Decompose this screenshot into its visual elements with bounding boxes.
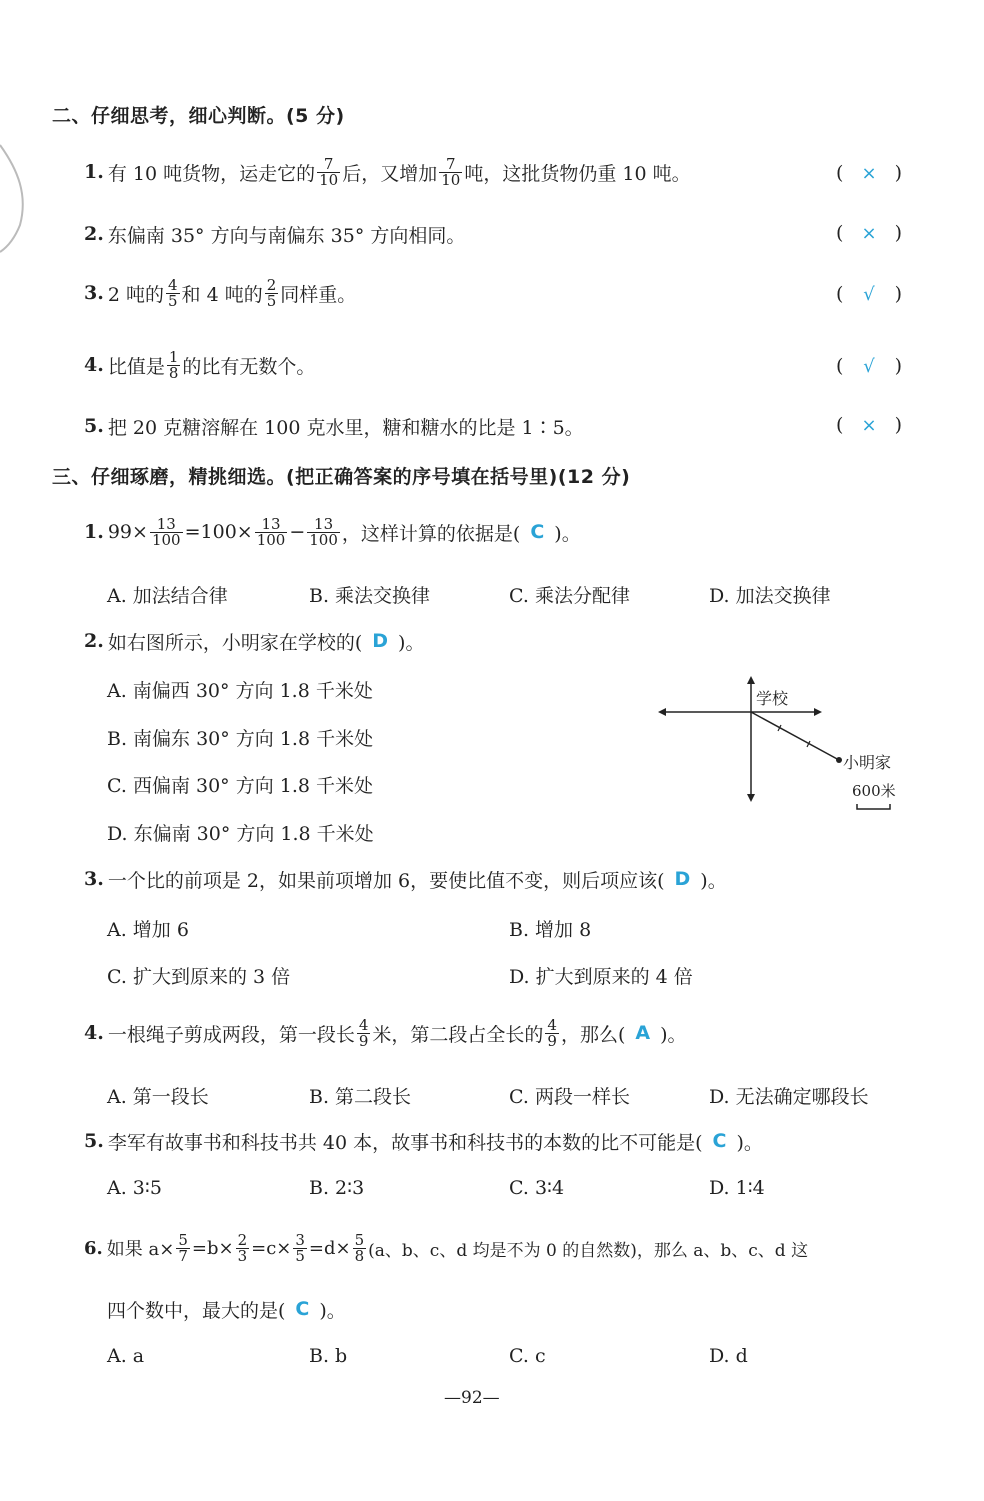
option-c[interactable]: C. 3∶4 (509, 1177, 565, 1199)
option-b[interactable]: B. 第二段长 (309, 1086, 412, 1108)
choice-question-1 (84, 512, 581, 552)
question-number: 4. (84, 1022, 104, 1044)
fraction: $\frac{5}{7}$ (178, 1230, 188, 1265)
option-a[interactable]: A. 3∶5 (107, 1177, 162, 1199)
option-d[interactable]: D. 扩大到原来的 4 倍 (509, 966, 693, 988)
direction-diagram (650, 670, 910, 820)
section-3-title: 三、仔细琢磨，精挑细选。(把正确答案的序号填在括号里)(12 分) (52, 466, 631, 488)
cross-mark: × (861, 414, 877, 436)
choice-question-6 (84, 1228, 808, 1268)
question-number: 2. (84, 630, 104, 652)
home-point (836, 757, 842, 763)
option-a[interactable]: A. 加法结合律 (107, 585, 228, 607)
judge-item-3 (84, 273, 356, 313)
item-text: 吨，这批货物仍重 10 吨。 (464, 162, 691, 185)
option-c[interactable]: C. 乘法分配律 (509, 585, 630, 607)
option-d[interactable]: D. 1∶4 (709, 1177, 765, 1199)
route-line (751, 712, 839, 760)
item-text: 2 吨的 (107, 283, 164, 306)
fraction: $\frac{13}{100}$ (309, 514, 338, 549)
item-number: 2. (84, 223, 104, 245)
question-text: 一根绳子剪成两段，第一段长 (107, 1023, 355, 1046)
answer-blank[interactable]: ，那么( A )。 (560, 1022, 687, 1046)
fraction: $\frac{13}{100}$ (151, 514, 181, 549)
fraction: $\frac{4}{9}$ (358, 1015, 369, 1050)
question-number: 6. (84, 1237, 103, 1259)
question-text: − (289, 521, 306, 543)
west-arrow-icon (658, 708, 666, 716)
option-c[interactable]: C. 西偏南 30° 方向 1.8 千米处 (107, 775, 373, 797)
scale-label: 600米 (852, 782, 896, 800)
item-text: 有 10 吨货物，运走它的 (107, 162, 316, 185)
answer-blank[interactable]: ，这样计算的依据是( C )。 (341, 521, 581, 545)
fraction: $\frac{2}{3}$ (237, 1230, 248, 1265)
cross-mark: × (861, 222, 877, 244)
choice-question-6-line2 (107, 1297, 346, 1321)
option-b[interactable]: B. 增加 8 (509, 919, 592, 941)
binding-curve-decoration (0, 140, 30, 260)
option-b[interactable]: B. 南偏东 30° 方向 1.8 千米处 (107, 728, 374, 750)
judge-item-5 (84, 414, 584, 438)
check-mark: √ (863, 355, 875, 377)
item-text: 后，又增加 (342, 162, 438, 185)
question-text: 99× (107, 521, 148, 543)
option-a[interactable]: A. 第一段长 (107, 1086, 209, 1108)
fraction: $\frac{4}{5}$ (167, 275, 178, 310)
home-label: 小明家 (843, 753, 892, 772)
option-d[interactable]: D. d (709, 1345, 748, 1367)
answer-blank[interactable]: 如右图所示，小明家在学校的( D )。 (107, 630, 425, 654)
section-2-title: 二、仔细思考，细心判断。(5 分) (52, 105, 345, 127)
judge-item-2 (84, 222, 465, 246)
cross-mark: × (861, 162, 877, 184)
option-b[interactable]: B. b (309, 1345, 348, 1367)
fraction: $\frac{7}{10}$ (441, 154, 461, 189)
fraction: $\frac{2}{5}$ (266, 275, 277, 310)
answer-letter: A (635, 1022, 651, 1044)
option-c[interactable]: C. c (509, 1345, 546, 1367)
item-text: 同样重。 (280, 283, 357, 306)
answer-box-2[interactable]: ( × ) (836, 222, 902, 244)
question-number: 5. (84, 1130, 104, 1152)
option-d[interactable]: D. 加法交换律 (709, 585, 831, 607)
answer-letter: C (295, 1298, 310, 1320)
question-text: (a、b、c、d 均是不为 0 的自然数)，那么 a、b、c、d 这 (368, 1240, 809, 1261)
answer-blank[interactable]: 一个比的前项是 2，如果前项增加 6，要使比值不变，则后项应该( D )。 (107, 868, 727, 892)
east-arrow-icon (814, 708, 822, 716)
option-b[interactable]: B. 2∶3 (309, 1177, 365, 1199)
option-c[interactable]: C. 两段一样长 (509, 1086, 630, 1108)
question-text: =100× (184, 521, 253, 543)
option-a[interactable]: A. 南偏西 30° 方向 1.8 千米处 (107, 680, 373, 702)
option-a[interactable]: A. 增加 6 (107, 919, 189, 941)
option-d[interactable]: D. 无法确定哪段长 (709, 1086, 869, 1108)
fraction: $\frac{3}{5}$ (295, 1230, 305, 1265)
choice-question-2 (84, 629, 424, 653)
item-text: 把 20 克糖溶解在 100 克水里，糖和糖水的比是 1∶5。 (107, 416, 584, 439)
choice-question-4 (84, 1013, 687, 1053)
item-number: 3. (84, 282, 104, 304)
answer-letter: C (712, 1130, 727, 1152)
question-text: 米，第二段占全长的 (372, 1023, 544, 1046)
item-text: 东偏南 35° 方向与南偏东 35° 方向相同。 (107, 224, 466, 247)
choice-question-3 (84, 867, 727, 891)
answer-letter: D (372, 630, 389, 652)
item-number: 5. (84, 415, 104, 437)
question-text: =b× (191, 1237, 234, 1259)
fraction: $\frac{4}{9}$ (547, 1015, 557, 1050)
judge-item-1 (84, 152, 691, 192)
fraction: $\frac{1}{8}$ (168, 347, 179, 382)
fraction: $\frac{5}{8}$ (354, 1230, 365, 1265)
question-text: 如果 a× (106, 1239, 175, 1260)
fraction: $\frac{7}{10}$ (319, 154, 339, 189)
question-text: =d× (308, 1237, 351, 1259)
page-number: —92— (444, 1388, 500, 1408)
answer-box-1[interactable]: ( × ) (836, 162, 902, 184)
answer-letter: C (530, 521, 545, 543)
option-d[interactable]: D. 东偏南 30° 方向 1.8 千米处 (107, 823, 374, 845)
item-text: 比值是 (107, 355, 165, 378)
answer-box-5[interactable]: ( × ) (836, 414, 902, 436)
choice-question-5 (84, 1129, 763, 1153)
judge-item-4 (84, 345, 315, 385)
answer-box-3[interactable]: ( √ ) (836, 283, 902, 305)
answer-letter: D (674, 868, 691, 890)
south-arrow-icon (747, 794, 755, 802)
item-number: 4. (84, 354, 104, 376)
fraction: $\frac{13}{100}$ (256, 514, 286, 549)
check-mark: √ (863, 283, 875, 305)
option-b[interactable]: B. 乘法交换律 (309, 585, 431, 607)
answer-blank[interactable]: 四个数中，最大的是( C )。 (107, 1298, 346, 1322)
scale-bar (857, 804, 890, 809)
answer-box-4[interactable]: ( √ ) (836, 355, 902, 377)
option-a[interactable]: A. a (107, 1345, 145, 1367)
school-label: 学校 (756, 689, 789, 708)
north-arrow-icon (747, 676, 755, 684)
question-text: =c× (251, 1237, 292, 1259)
option-c[interactable]: C. 扩大到原来的 3 倍 (107, 966, 291, 988)
item-text: 和 4 吨的 (181, 283, 263, 306)
answer-blank[interactable]: 李军有故事书和科技书共 40 本，故事书和科技书的本数的比不可能是( C )。 (107, 1130, 763, 1154)
question-number: 3. (84, 868, 104, 890)
question-number: 1. (84, 521, 104, 543)
item-text: 的比有无数个。 (182, 355, 316, 378)
item-number: 1. (84, 161, 104, 183)
